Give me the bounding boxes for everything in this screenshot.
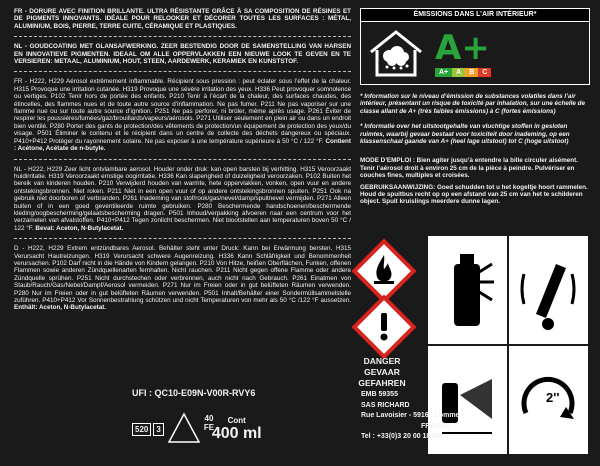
fr-hazard-text (14, 78, 351, 152)
danger-label-nl: GEVAAR (364, 367, 400, 377)
nl-hazard-text (14, 166, 351, 233)
ufi-code: UFI : QC10-E09N-V00R-RVY6 (132, 388, 256, 398)
fe-number: 40 (204, 414, 214, 423)
divider (14, 159, 351, 160)
exclamation-hazard-icon (350, 293, 418, 361)
house-cloud-icon (361, 22, 431, 84)
emissions-box (360, 21, 590, 85)
fe-label: FE (203, 423, 215, 432)
address-line: SAS RICHARD (361, 401, 410, 409)
address-line: Rue Lavoisier - 59160 Lomme (361, 412, 460, 419)
address-line: Tel : +33(0)3 20 00 18 84 (361, 433, 441, 440)
contents-volume: 400 ml (211, 424, 262, 442)
nl-hazard: NL - H222, H229 Zeer licht ontvlambare aerosol. Houder onder druk: kan open barsten bij verhitting. H315 Veroorzaakt huidirritatie. H319 Veroorzaakt ernstige oogirritatie. H336 Kan slaperigheid of duizeligheid veroorzaken. P102 Buiten het bereik van kinderen houden. P210 Verwijderd houden van warmte, hete oppervlakken, vonken, open vuur en andere ontstekingsbronnen. Niet roken. P211 Niet in een open vuur of op andere ontstekingsbronnen spuiten. P251 Ook na gebruik niet doorboren of verbranden. P261 Inademing van stof/rook/gas/nevel/damp/spuitnevel vermijden. P271 Alleen buiten of in een goed geventileerde ruimte gebruiken. P280 Beschermende handschoenen/beschermende kleding/oogbescherming/gelaatsbescherming dragen. P501 Inhoud/verpakking afvoeren naar een centrum voor het verzamelen van afvalstoffen. P410+P412 Tegen zonlicht beschermen. Niet blootstellen aan temperaturen boven 50 °C / 122 °F. (14, 165, 351, 232)
shake-icon (516, 244, 580, 334)
scale-b: B (465, 68, 478, 77)
address-line: FRANCE (421, 422, 451, 430)
fr-title: FR - DORURE AVEC FINITION BRILLANTE. ULTRA RÉSISTANTE GRÂCE À SA COMPOSITION DE RÉSINES ET DE PIGMENTS INNOVANTS. IDÉALE POUR RELOOKER ET DÉCORER TOUTES LES SURFACES : MÉTAL, ALUMINIUM, BOIS, PIERRE, TERRE CUITE, CÉRAMIQUE ET PLASTIQUES. (14, 8, 351, 30)
danger-labels (350, 356, 414, 389)
fr-emission-info: * Information sur le niveau d’émission de substances volatiles dans l’air intérieur, présentant un risque de toxicité par inhalation, sur une échelle de classe allant de A+ (très faibles émissions) à C (fortes émissions) (360, 93, 585, 115)
fe-block (191, 414, 227, 432)
nl-contains: Bevat: Aceton, N-Butylacetat. (35, 224, 124, 232)
scale-a-plus: A+ (435, 68, 452, 77)
code-3: 3 (153, 423, 163, 436)
danger-label-de: GEFAHREN (358, 378, 406, 388)
address-line: EMB 59355 (361, 391, 398, 398)
emissions-scale (435, 68, 589, 77)
divider (14, 36, 351, 37)
mode-nl: GEBRUIKSAANWIJZING: Goed schudden tot u het kogeltje hoort rammelen. Houd de spuitbus recht op op een afstand van 25 cm van het te schilderen object. Spuit kruislings meerdere dunne lagen. (360, 183, 588, 206)
emissions-grade-block (431, 22, 589, 84)
right-column (360, 8, 590, 206)
danger-label-fr: DANGER (363, 356, 401, 366)
spray-can-icon (436, 244, 500, 334)
scale-c: C (478, 68, 491, 77)
emissions-header: ÉMISSIONS DANS L’AIR INTÉRIEUR* (360, 8, 590, 21)
nl-title: NL - GOUDCOATING MET GLANSAFWERKING. ZEER BESTENDIG DOOR DE SAMENSTELLING VAN HARSEN EN INNOVATIEVE PIGMENTEN. IDEAAL OM ALLE OPPERVLAKKEN EEN NIEUWE LOOK TE GEVEN EN TE VERSIEREN: METAAL, ALUMINIUM, HOUT, STEEN, AARDEWERK, KERAMIEK EN KUNSTSTOF. (14, 43, 351, 66)
left-column (14, 8, 351, 318)
de-contains: Enthält: Aceton, N-Butylacetat. (14, 304, 107, 312)
de-hazard-text (14, 245, 351, 312)
contents-label: Cont (227, 415, 246, 425)
code-520: 520 (132, 423, 151, 436)
de-hazard: D - H222, H229 Extrem entzündbares Aerosol. Behälter steht unter Druck: Kann bei Erwärmung bersten. H315 Verursacht Hautreizungen. H319 Verursacht schwere Augenreizung. H336 Kann Schläfrigkeit und Benommenheit verursachen. P102 Darf nicht in die Hände von Kindern gelangen. P210 Von Hitze, heißen Oberflächen, Funken, offenen Flammen sowie anderen Zündquellenarten fernhalten. Nicht rauchen. P211 Nicht gegen offene Flamme oder andere Zündquelle sprühen. P251 Nicht durchstechen oder verbrennen, auch nicht nach Gebrauch. P261 Einatmen von Staub/Rauch/Gas/Nebel/Dampf/Aerosol vermeiden. P271 Nur im Freien oder in gut belüfteten Räumen verwenden. P280 Nur im Freien oder in gut belüfteten Räumen verwenden. P501 Inhalt/Behälter einer Sondermüllsammelstelle zuführen. P410+P412 Vor Sonnenbestrahlung schützen und nicht Temperaturen von mehr als 50 °C /122 °F aussetzen. (14, 245, 351, 304)
mode-fr: MODE D’EMPLOI : Bien agiter jusqu’à entendre la bille circuler aisément. Tenir l’aérosol droit à environ 25 cm de la pièce à peindre. Pulvériser en couches fines, multiples et croisées. (360, 157, 578, 180)
emissions-grade: A+ (435, 27, 490, 68)
divider (14, 71, 351, 72)
bottom-codes (132, 407, 262, 451)
scale-a: A (452, 68, 465, 77)
company-address (361, 390, 459, 443)
nl-emission-info: * Informatie over het uitstootgehalte van vluchtige stoffen in gesloten ruimtes, waarbij gevaar bestaat voor toxiciteit door inademing, op een klassenschaal gaande van A+ (heel lage uitstoot) tot C (hoge uitstoot) (360, 123, 570, 146)
divider (14, 238, 351, 239)
fr-hazard: FR - H222, H229 Aérosol extrêmement inflammable. Récipient sous pression : peut éclater sous l’effet de la chaleur. H315 Provoque une irritation cutanée. H319 Provoque une sévère irritation des yeux. H336 Peut provoquer somnolence ou vertiges. P102 Tenir hors de portée des enfants. P210 Tenir à l’écart de la chaleur, des surfaces chaudes, des étincelles, des flammes nues et de toute autre source d’inflammation. Ne pas fumer. P211 Ne pas vaporiser sur une flamme nue ou sur toute autre source d’ignition. P251 Ne pas perforer, ni brûler, même après usage. P261 Éviter de respirer les poussières/fumées/gaz/brouillards/vapeurs/aérosols. P271 Utiliser seulement en plein air ou dans un endroit bien ventilé. P280 Porter des gants de protection/des vêtements de protection/un équipement de protection des yeux/du visage. P501 Éliminer le contenu et le récipient dans un centre de collecte des déchets dangereux ou spéciaux. P410+P412 Protéger du rayonnement solaire. Ne pas exposer à une température supérieure à 50 °C / 122 °F. (14, 78, 351, 145)
wait-time-label: 2'' (546, 390, 560, 405)
fr-contains: Contient : Acétone, Acétate de n-butyle. (14, 137, 351, 153)
